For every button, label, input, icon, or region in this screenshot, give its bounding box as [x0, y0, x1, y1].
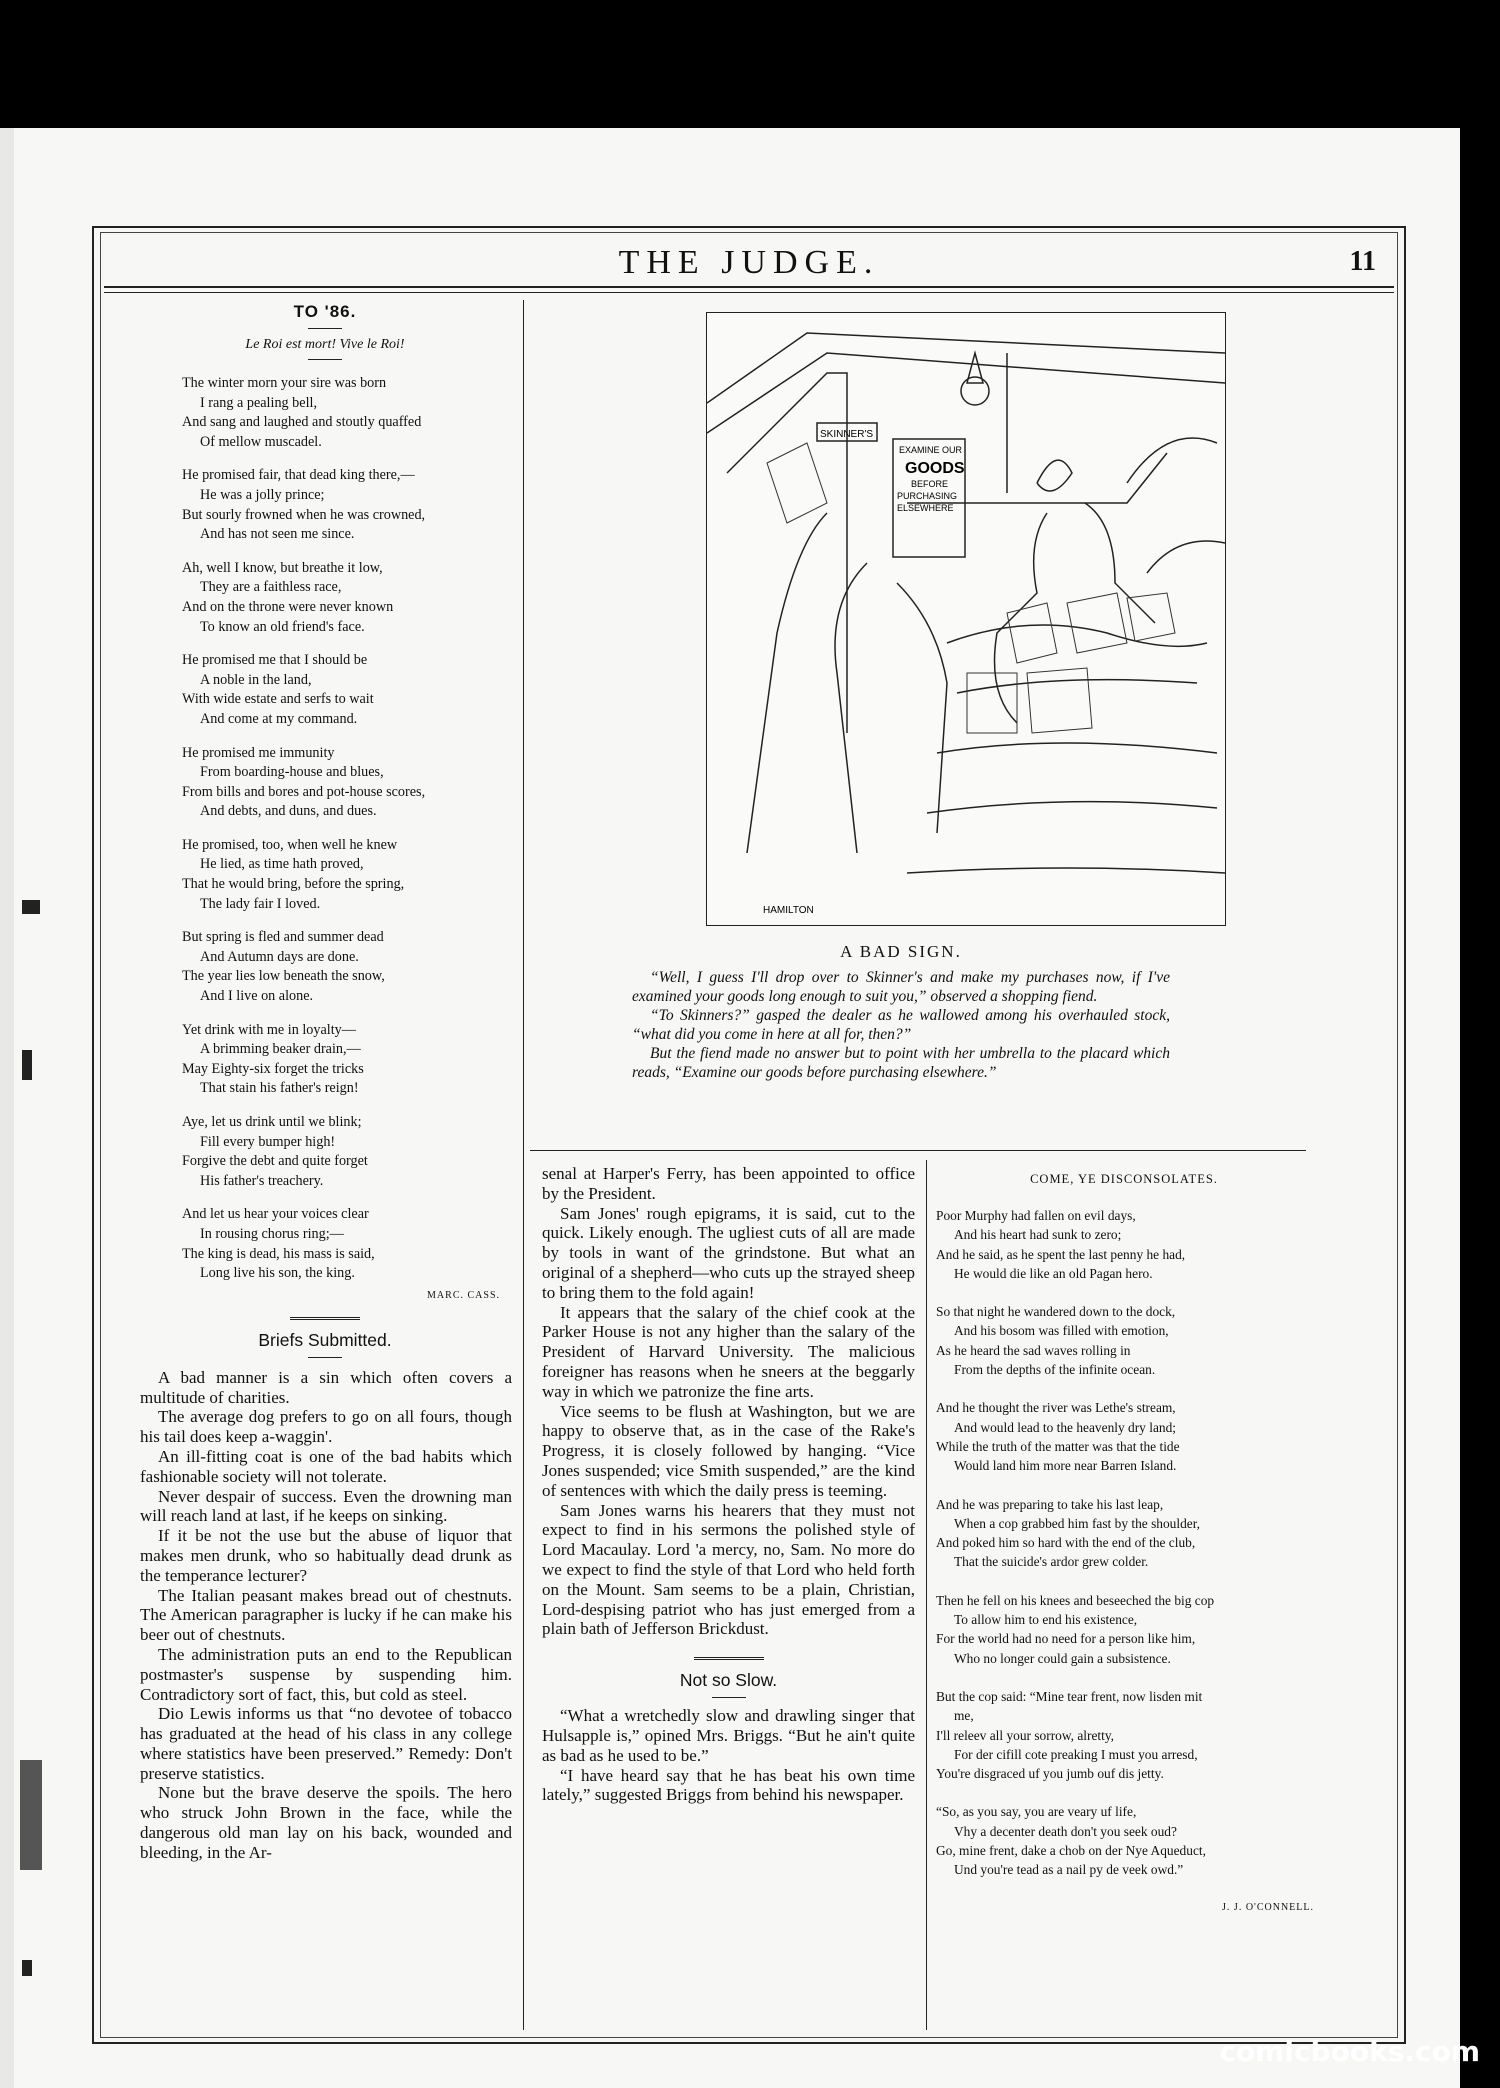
- poem-line: A noble in the land,: [200, 671, 312, 688]
- stanza: [182, 374, 500, 452]
- paragraph: Vice seems to be flush at Washington, but we are happy to observe that, as in the case of the Rake's Progress, it is closely followed by hanging. “Vice Jones suspended; vice Smith suspended,” are the kind of sentences with which the daily press is teeming.: [542, 1401, 915, 1500]
- stanza: [182, 466, 500, 544]
- column-divider: [926, 1160, 927, 2030]
- page-number: 11: [1349, 246, 1376, 277]
- poem-line: To allow him to end his existence,: [954, 1612, 1138, 1628]
- paragraph: The administration puts an end to the Republican postmaster's suspense by suspending him. Contradictory sort of fact, this, but cold as steel.: [140, 1644, 512, 1704]
- title-dash: [308, 328, 342, 329]
- paragraph: Sam Jones warns his hearers that they must not expect to find in his sermons the polished style of Lord Macaulay. Lord 'a mercy, no, Sam. No more do we expect to find the style of that Lord who held forth on the Mount. Sam seems to be a plain, Christian, Lord-despising patriot who has just emerged from a plain bath of Jefferson Brickdust.: [542, 1500, 915, 1639]
- paragraph: But the fiend made no answer but to point with her umbrella to the placard which reads, “Examine our goods before purchasing elsewhere.”: [632, 1045, 1170, 1081]
- sign-line: GOODS: [905, 460, 965, 477]
- left-column: [140, 302, 512, 1863]
- poem-line: Long live his son, the king.: [200, 1265, 355, 1282]
- paragraph: Dio Lewis informs us that “no devotee of tobacco has graduated at the head of his class in any college where statistics have been preserved.” Remedy: Don't preserve statistics.: [140, 1704, 512, 1783]
- poem-line: Poor Murphy had fallen on evil days,: [936, 1208, 1136, 1223]
- poem-line: And he thought the river was Lethe's stream,: [936, 1400, 1176, 1416]
- middle-column: [542, 1164, 915, 1805]
- binding-mark: [20, 1760, 42, 1870]
- poem-line: He promised, too, when well he knew: [182, 836, 398, 853]
- binding-mark: [22, 1050, 32, 1080]
- poem-line: Of mellow muscadel.: [200, 433, 322, 450]
- stanza: [182, 1113, 500, 1191]
- poem-line: That stain his father's reign!: [200, 1080, 359, 1097]
- poem-line: Und you're tead as a nail py de veek owd.”: [954, 1862, 1184, 1878]
- masthead-rule: [104, 286, 1394, 288]
- poem-line: He lied, as time hath proved,: [200, 856, 364, 873]
- poem-line: And Autumn days are done.: [200, 948, 359, 965]
- poem-line: Aye, let us drink until we blink;: [182, 1114, 362, 1130]
- title-dash: [308, 359, 342, 360]
- poem-line: And his bosom was filled with emotion,: [954, 1323, 1169, 1339]
- paragraph: The Italian peasant makes bread out of chestnuts. The American paragrapher is lucky if he can make his beer out of chestnuts.: [140, 1585, 512, 1645]
- paragraph: Sam Jones' rough epigrams, it is said, cut to the quick. Likely enough. The ugliest cuts of all are made by tools in want of the grindstone. But what an original of a shepherd—who cuts up the strayed sheep to bring them to the fold again!: [542, 1203, 915, 1302]
- poem-line: Forgive the debt and quite forget: [182, 1153, 368, 1170]
- poem-line: And would lead to the heavenly dry land;: [954, 1419, 1177, 1435]
- poem-line: The winter morn your sire was born: [182, 375, 387, 391]
- poem2-signature: J. J. O'CONNELL.: [1222, 1901, 1314, 1913]
- poem-line: “So, as you say, you are veary uf life,: [936, 1804, 1137, 1820]
- poem-line: Who no longer could gain a subsistence.: [954, 1650, 1171, 1666]
- poem2-title: COME, YE DISCONSOLATES.: [1030, 1172, 1218, 1186]
- masthead-rule-thin: [104, 292, 1394, 293]
- poem-line: You're disgraced uf you jumb ouf dis jetty.: [936, 1766, 1164, 1782]
- poem-line: The year lies low beneath the snow,: [182, 968, 385, 985]
- poem-body: [150, 374, 500, 1284]
- watermark: comicbooks.com: [1219, 2035, 1480, 2068]
- cartoon-illustration: [706, 312, 1226, 926]
- poem-title: TO '86.: [293, 302, 357, 321]
- title-dash: [712, 1697, 746, 1698]
- poem-line: He would die like an old Pagan hero.: [954, 1265, 1153, 1281]
- poem-line: They are a faithless race,: [200, 579, 342, 596]
- poem-line: So that night he wandered down to the dock,: [936, 1304, 1176, 1320]
- stanza: [182, 651, 500, 729]
- poem-line: And come at my command.: [200, 710, 358, 727]
- poem-line: Would land him more near Barren Island.: [954, 1458, 1177, 1474]
- poem-line: May Eighty-six forget the tricks: [182, 1060, 364, 1077]
- poem-line: Then he fell on his knees and beseeched the big cop: [936, 1592, 1215, 1608]
- poem-line: I'll releev all your sorrow, alretty,: [936, 1727, 1115, 1743]
- poem-line: But sourly frowned when he was crowned,: [182, 506, 426, 523]
- artist-signature: HAMILTON: [763, 905, 814, 916]
- poem2-body: [934, 1206, 1314, 1880]
- masthead-title: THE JUDGE.: [618, 244, 880, 281]
- stanza: [182, 559, 500, 637]
- paragraph: “I have heard say that he has beat his own time lately,” suggested Briggs from behind his newspaper.: [542, 1765, 915, 1805]
- cartoon-title: A BAD SIGN.: [840, 942, 962, 961]
- poem-line: That the suicide's ardor grew colder.: [954, 1554, 1149, 1570]
- poem-line: me,: [954, 1708, 974, 1724]
- poem-line: As he heard the sad waves rolling in: [936, 1342, 1131, 1358]
- stanza: [182, 1205, 500, 1283]
- sign-line: EXAMINE OUR: [899, 445, 963, 455]
- poem-line: Fill every bumper high!: [200, 1133, 336, 1150]
- paragraph: “What a wretchedly slow and drawling singer that Hulsapple is,” opined Mrs. Briggs. “But he ain't quite as bad as he used to be.”: [542, 1706, 915, 1765]
- cartoon-caption: [632, 968, 1170, 1082]
- section-divider: [530, 1150, 1306, 1151]
- poem-line: And he said, as he spent the last penny he had,: [936, 1246, 1186, 1262]
- paragraph: “Well, I guess I'll drop over to Skinner's and make my purchases now, if I've examined your goods long enough to suit you,” observed a shopping fiend.: [632, 969, 1170, 1005]
- briefs-body: [140, 1368, 512, 1863]
- poem-line: His father's treachery.: [200, 1172, 324, 1189]
- stanza: [936, 1591, 1314, 1668]
- stanza: [182, 836, 500, 914]
- paragraph: None but the brave deserve the spoils. The hero who struck John Brown in the face, while the dangerous old man lay on his back, wounded and bleeding, in the Ar-: [140, 1783, 512, 1862]
- poem-line: A brimming beaker drain,—: [200, 1041, 361, 1058]
- paragraph: Never despair of success. Even the drowning man will reach land at last, if he keeps on sinking.: [140, 1486, 512, 1526]
- poem-line: And he was preparing to take his last leap,: [936, 1496, 1164, 1512]
- poem-line: For der cifill cote preaking I must you arresd,: [954, 1746, 1198, 1762]
- poem-line: From the depths of the infinite ocean.: [954, 1362, 1156, 1378]
- section-rule: [694, 1657, 764, 1660]
- binding-mark: [22, 900, 40, 914]
- poem-line: He was a jolly prince;: [200, 486, 325, 503]
- stanza: [936, 1206, 1314, 1283]
- right-column: [934, 1172, 1314, 1913]
- section-rule: [290, 1317, 360, 1320]
- poem-line: And debts, and duns, and dues.: [200, 803, 377, 820]
- sign-line: PURCHASING: [897, 491, 958, 501]
- shop-sign: SKINNER'S: [820, 429, 874, 440]
- poem-line: That he would bring, before the spring,: [182, 876, 405, 893]
- poem-line: With wide estate and serfs to wait: [182, 691, 374, 708]
- poem-line: The king is dead, his mass is said,: [182, 1245, 375, 1262]
- slow-title: Not so Slow.: [679, 1670, 778, 1691]
- poem-line: To know an old friend's face.: [200, 618, 365, 635]
- poem-line: And let us hear your voices clear: [182, 1206, 369, 1223]
- stanza: [936, 1398, 1314, 1475]
- poem-line: And on the throne were never known: [182, 598, 394, 615]
- page-edge-left: [0, 128, 14, 2088]
- poem-line: And his heart had sunk to zero;: [954, 1227, 1122, 1243]
- sign-line: BEFORE: [911, 479, 949, 489]
- stanza: [182, 1021, 500, 1099]
- title-dash: [308, 1357, 342, 1358]
- poem-line: And I live on alone.: [200, 988, 314, 1005]
- column-divider: [523, 300, 524, 2030]
- paragraph: “To Skinners?” gasped the dealer as he wallowed among his overhauled stock, “what did you come in here at all for, then?”: [632, 1007, 1170, 1043]
- sign-line: ELSEWHERE: [897, 503, 954, 513]
- paragraph: If it be not the use but the abuse of liquor that makes men drunk, who so habitually dead drunk as the temperance lecturer?: [140, 1526, 512, 1585]
- paragraph: The average dog prefers to go on all fours, though his tail does keep a-waggin'.: [140, 1407, 512, 1447]
- masthead: [104, 240, 1394, 284]
- cartoon-drawing: [707, 313, 1225, 925]
- poem-line: And poked him so hard with the end of the club,: [936, 1535, 1196, 1551]
- poem-line: But the cop said: “Mine tear frent, now lisden mit: [936, 1688, 1203, 1704]
- poem-signature: MARC. CASS.: [427, 1289, 500, 1301]
- stanza: [182, 744, 500, 822]
- briefs-title: Briefs Submitted.: [258, 1329, 392, 1350]
- stanza: [936, 1687, 1314, 1783]
- paragraph: senal at Harper's Ferry, has been appointed to office by the President.: [542, 1164, 915, 1203]
- poem-line: Yet drink with me in loyalty—: [182, 1021, 356, 1038]
- poem-line: I rang a pealing bell,: [200, 394, 317, 411]
- poem-line: The lady fair I loved.: [200, 895, 321, 912]
- cartoon-caption-block: [632, 942, 1170, 1082]
- poem-line: He promised me immunity: [182, 744, 335, 761]
- poem-line: In rousing chorus ring;—: [200, 1225, 344, 1242]
- poem-line: He promised fair, that dead king there,—: [182, 467, 415, 484]
- poem-line: Ah, well I know, but breathe it low,: [182, 559, 383, 576]
- poem-line: And sang and laughed and stoutly quaffed: [182, 414, 422, 431]
- poem-line: Vhy a decenter death don't you seek oud?: [954, 1823, 1177, 1839]
- poem-line: For the world had no need for a person like him,: [936, 1631, 1196, 1647]
- stanza: [936, 1302, 1314, 1379]
- stanza: [936, 1802, 1314, 1879]
- stanza: [182, 928, 500, 1006]
- paragraph: A bad manner is a sin which often covers a multitude of charities.: [140, 1367, 512, 1407]
- page-edge-right: [1460, 128, 1500, 2088]
- poem-line: From bills and bores and pot-house scores,: [182, 783, 426, 800]
- binding-mark: [22, 1960, 32, 1976]
- paragraph: It appears that the salary of the chief cook at the Parker House is not any higher than the salary of the President of Harvard University. The malicious foreigner has reasons when he sneers at the beggarly way in which we patronize the fine arts.: [542, 1302, 915, 1401]
- poem-line: And has not seen me since.: [200, 526, 355, 543]
- stanza: [936, 1495, 1314, 1572]
- poem-line: From boarding-house and blues,: [200, 764, 384, 781]
- poem-line: While the truth of the matter was that the tide: [936, 1438, 1180, 1454]
- paragraph: An ill-fitting coat is one of the bad habits which fashionable society will not tolerate.: [140, 1446, 512, 1486]
- poem-line: He promised me that I should be: [182, 652, 368, 669]
- poem-line: Go, mine frent, dake a chob on der Nye Aqueduct,: [936, 1843, 1206, 1859]
- poem-line: But spring is fled and summer dead: [182, 929, 384, 946]
- poem-line: When a cop grabbed him fast by the shoulder,: [954, 1515, 1201, 1531]
- poem-epigraph: Le Roi est mort! Vive le Roi!: [245, 337, 405, 352]
